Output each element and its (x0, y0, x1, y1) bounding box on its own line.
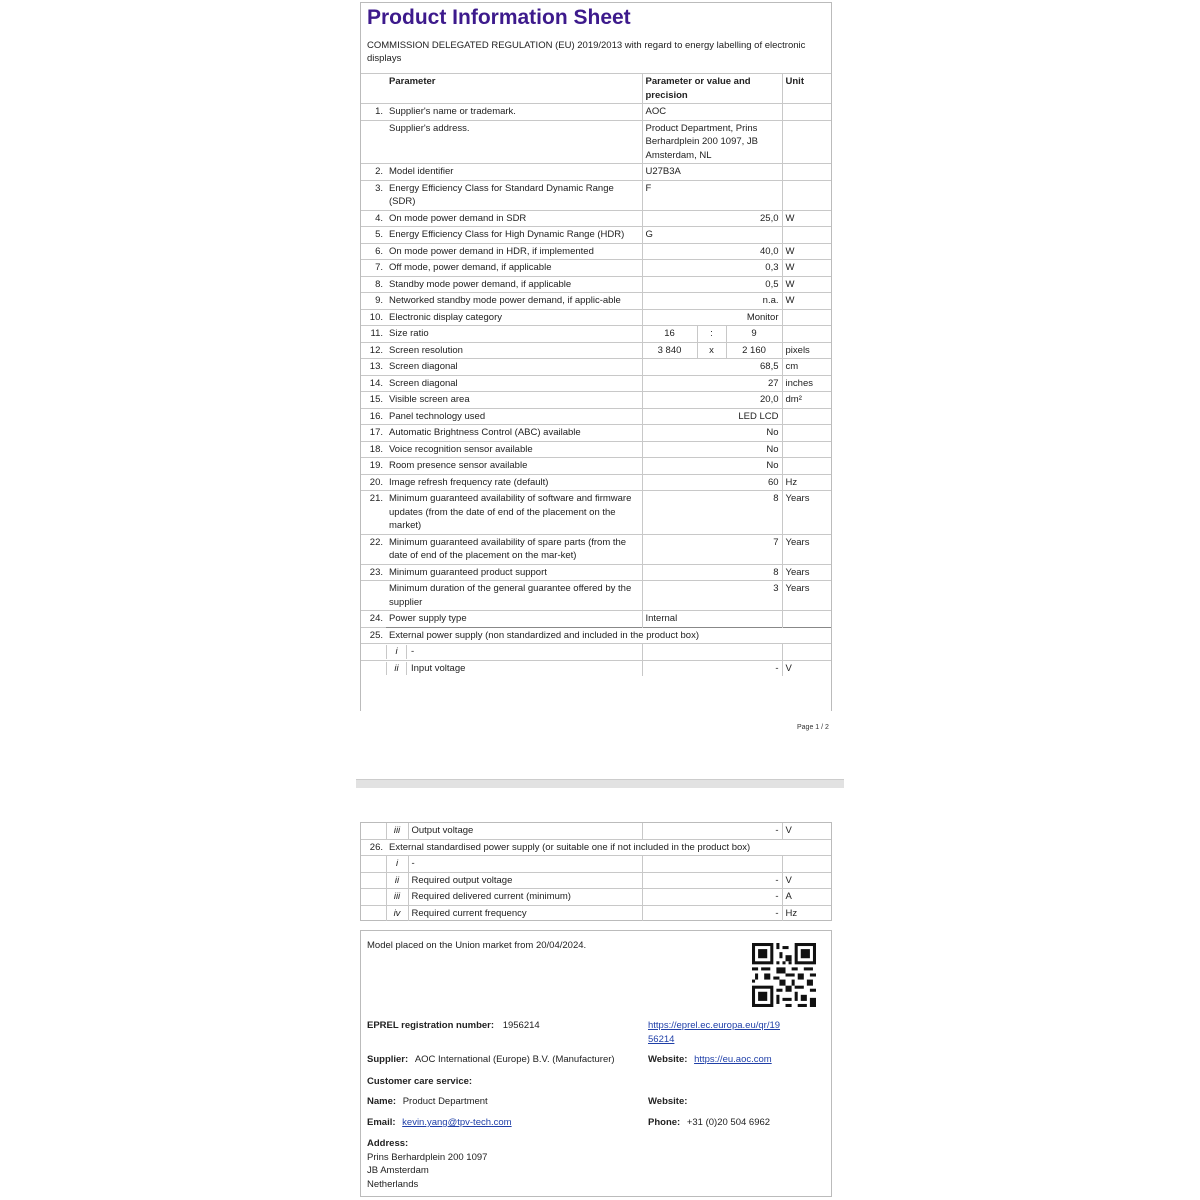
sub-row-unit: V (782, 872, 831, 889)
table-row (361, 441, 831, 458)
row-parameter: Standby mode power demand, if applicable (386, 276, 642, 293)
regulation-text: COMMISSION DELEGATED REGULATION (EU) 2019/2013 with regard to energy labelling of electronic displays (367, 40, 806, 64)
row-number: 1. (361, 104, 386, 121)
row-number (361, 856, 386, 873)
sub-row-value: - (642, 872, 782, 889)
row-number: 11. (361, 326, 386, 343)
row-number (361, 644, 386, 661)
email-link[interactable]: kevin.yang@tpv-tech.com (402, 1117, 512, 1128)
row-value: U27B3A (642, 164, 782, 181)
row-value: 27 (642, 375, 782, 392)
row-value-a: 3 840 (642, 342, 697, 359)
row-unit (782, 104, 831, 121)
sub-row (361, 872, 831, 889)
row-parameter: Minimum guaranteed availability of spare parts (from the date of end of the placement on the mar-ket) (386, 534, 642, 564)
row-unit (782, 458, 831, 475)
row-parameter: Electronic display category (386, 309, 642, 326)
sub-row-label: Required output voltage (408, 872, 642, 889)
sub-row (361, 856, 831, 873)
sub-row-roman: iv (386, 905, 408, 921)
sub-row-value: - (642, 660, 782, 676)
table-row (361, 425, 831, 442)
row-number (361, 889, 386, 906)
sub-row-roman: iii (386, 823, 408, 839)
row-parameter: On mode power demand in HDR, if implemented (386, 243, 642, 260)
row-value: 20,0 (642, 392, 782, 409)
row-unit: dm² (782, 392, 831, 409)
row-number: 25. (361, 627, 386, 644)
table-row (361, 491, 831, 535)
row-parameter: Voice recognition sensor available (386, 441, 642, 458)
sub-row-unit (782, 644, 831, 661)
row-unit (782, 408, 831, 425)
table-row (361, 227, 831, 244)
row-parameter: Off mode, power demand, if applicable (386, 260, 642, 277)
row-parameter: External standardised power supply (or suitable one if not included in the product box) (386, 839, 831, 856)
contact-name-row (367, 1095, 488, 1109)
name-value: Product Department (402, 1096, 488, 1107)
row-number (361, 581, 386, 611)
sub-row-value: - (642, 889, 782, 906)
table-row (361, 458, 831, 475)
page-divider (356, 779, 844, 788)
table-row (361, 210, 831, 227)
row-unit (782, 180, 831, 210)
table-row (361, 260, 831, 277)
supplier-info (360, 930, 832, 1197)
sub-row-label-cell (386, 660, 642, 676)
row-value: No (642, 425, 782, 442)
row-value: G (642, 227, 782, 244)
row-unit: inches (782, 375, 831, 392)
address-block (367, 1137, 487, 1191)
phone-row (648, 1116, 770, 1130)
sub-row (361, 644, 831, 661)
sub-row-label-cell (386, 644, 642, 661)
row-parameter: Minimum duration of the general guarantee offered by the supplier (386, 581, 642, 611)
row-number: 18. (361, 441, 386, 458)
sub-row-value (642, 644, 782, 661)
row-parameter: Minimum guaranteed product support (386, 564, 642, 581)
row-value: 3 (642, 581, 782, 611)
row-number: 10. (361, 309, 386, 326)
header-unit: Unit (782, 74, 831, 104)
phone-value: +31 (0)20 504 6962 (686, 1117, 771, 1128)
header-parameter: Parameter (386, 74, 642, 104)
sub-row-roman: ii (386, 662, 407, 676)
row-number: 26. (361, 839, 386, 856)
row-unit (782, 309, 831, 326)
row-value: LED LCD (642, 408, 782, 425)
row-unit: Years (782, 491, 831, 535)
row-number: 22. (361, 534, 386, 564)
table-row (361, 309, 831, 326)
address-label: Address: (367, 1138, 409, 1149)
row-number: 17. (361, 425, 386, 442)
table-row (361, 839, 831, 856)
row-unit (782, 326, 831, 343)
table-row (361, 474, 831, 491)
parameter-table (361, 73, 831, 676)
row-unit: W (782, 210, 831, 227)
supplier-label: Supplier: (367, 1054, 409, 1065)
page-1 (360, 2, 832, 711)
eprel-url-line-1[interactable]: https://eprel.ec.europa.eu/qr/19 (648, 1020, 781, 1031)
row-value: Product Department, Prins Berhardplein 200 1097, JB Amsterdam, NL (642, 120, 782, 164)
row-value: 0,3 (642, 260, 782, 277)
sub-row-value: - (642, 823, 782, 839)
row-parameter: Screen resolution (386, 342, 642, 359)
email-label: Email: (367, 1117, 396, 1128)
table-row (361, 164, 831, 181)
eprel-registration (367, 1019, 540, 1033)
row-unit: pixels (782, 342, 831, 359)
row-unit: Years (782, 534, 831, 564)
row-value: 40,0 (642, 243, 782, 260)
eprel-number: 1956214 (502, 1020, 540, 1031)
table-row (361, 104, 831, 121)
table-row (361, 534, 831, 564)
row-value-b: 9 (726, 326, 782, 343)
supplier-value: AOC International (Europe) B.V. (Manufacturer) (414, 1054, 615, 1065)
table-row (361, 564, 831, 581)
row-number: 20. (361, 474, 386, 491)
row-unit: Years (782, 564, 831, 581)
row-unit (782, 164, 831, 181)
row-number: 21. (361, 491, 386, 535)
row-unit (782, 441, 831, 458)
row-number (361, 872, 386, 889)
row-number: 6. (361, 243, 386, 260)
row-unit (782, 227, 831, 244)
qr-code-icon[interactable] (752, 943, 816, 1007)
row-parameter: Energy Efficiency Class for High Dynamic Range (HDR) (386, 227, 642, 244)
sub-row-value: - (642, 905, 782, 921)
eprel-link[interactable] (648, 1019, 780, 1046)
row-value: n.a. (642, 293, 782, 310)
row-value-b: 2 160 (726, 342, 782, 359)
page-2 (360, 822, 832, 921)
row-unit (782, 425, 831, 442)
sub-row-label: - (408, 856, 642, 873)
sub-row-value (642, 856, 782, 873)
eprel-label: EPREL registration number: (367, 1020, 495, 1031)
row-number: 5. (361, 227, 386, 244)
table-row (361, 243, 831, 260)
supplier-row (367, 1053, 615, 1067)
row-parameter: Minimum guaranteed availability of software and firmware updates (from the date of end of the placement on the market) (386, 491, 642, 535)
power-supply-table (361, 823, 831, 921)
table-row (361, 611, 831, 628)
table-row (361, 326, 831, 343)
table-row (361, 276, 831, 293)
sub-row-roman: i (386, 645, 407, 659)
row-number: 15. (361, 392, 386, 409)
sub-row-label: Required current frequency (408, 905, 642, 921)
sub-row-roman: ii (386, 872, 408, 889)
row-parameter: Power supply type (386, 611, 642, 628)
sub-row-unit: V (782, 823, 831, 839)
row-parameter: Energy Efficiency Class for Standard Dynamic Range (SDR) (386, 180, 642, 210)
row-value: 68,5 (642, 359, 782, 376)
row-value-a: 16 (642, 326, 697, 343)
table-row (361, 342, 831, 359)
row-parameter: Visible screen area (386, 392, 642, 409)
sub-row (361, 889, 831, 906)
row-value: F (642, 180, 782, 210)
website-label: Website: (648, 1054, 688, 1065)
row-value: 8 (642, 491, 782, 535)
row-parameter: Screen diagonal (386, 359, 642, 376)
email-row (367, 1116, 512, 1130)
row-number: 2. (361, 164, 386, 181)
row-unit: W (782, 260, 831, 277)
row-parameter: Networked standby mode power demand, if applic-able (386, 293, 642, 310)
sub-row-label: Input voltage (411, 662, 466, 674)
row-value-separator: : (697, 326, 726, 343)
row-unit: W (782, 243, 831, 260)
row-number: 16. (361, 408, 386, 425)
row-value-separator: x (697, 342, 726, 359)
row-parameter: Screen diagonal (386, 375, 642, 392)
sub-row-roman: iii (386, 889, 408, 906)
address-line: Netherlands (367, 1178, 419, 1190)
market-date: Model placed on the Union market from 20/04/2024. (367, 940, 587, 951)
customer-care-heading: Customer care service: (367, 1076, 473, 1087)
table-row (361, 359, 831, 376)
row-unit: W (782, 276, 831, 293)
address-line: Prins Berhardplein 200 1097 (367, 1151, 488, 1163)
row-value: Monitor (642, 309, 782, 326)
sub-row (361, 905, 831, 921)
row-number: 8. (361, 276, 386, 293)
sub-row-unit: V (782, 660, 831, 676)
row-number: 7. (361, 260, 386, 277)
row-unit: cm (782, 359, 831, 376)
row-value: 7 (642, 534, 782, 564)
row-number: 9. (361, 293, 386, 310)
row-parameter: Supplier's name or trademark. (386, 104, 642, 121)
row-number: 24. (361, 611, 386, 628)
row-parameter: Model identifier (386, 164, 642, 181)
row-parameter: External power supply (non standardized and included in the product box) (386, 627, 831, 644)
row-number (361, 823, 386, 839)
sub-row-label: Required delivered current (minimum) (408, 889, 642, 906)
row-number: 14. (361, 375, 386, 392)
eprel-url-line-2[interactable]: 56214 (648, 1033, 675, 1045)
row-value: 8 (642, 564, 782, 581)
row-number: 4. (361, 210, 386, 227)
row-parameter: Panel technology used (386, 408, 642, 425)
sub-row (361, 823, 831, 839)
table-row (361, 581, 831, 611)
table-row (361, 392, 831, 409)
row-unit: Hz (782, 474, 831, 491)
row-value: 60 (642, 474, 782, 491)
website2-label: Website: (648, 1096, 688, 1107)
row-number (361, 120, 386, 164)
row-number: 12. (361, 342, 386, 359)
sub-row (361, 660, 831, 676)
table-row (361, 375, 831, 392)
table-row (361, 180, 831, 210)
row-number: 13. (361, 359, 386, 376)
sub-row-unit (782, 856, 831, 873)
table-row (361, 627, 831, 644)
row-parameter: Size ratio (386, 326, 642, 343)
page-title: Product Information Sheet (367, 6, 631, 29)
row-value: No (642, 458, 782, 475)
table-row (361, 120, 831, 164)
row-parameter: Room presence sensor available (386, 458, 642, 475)
row-parameter: Supplier's address. (386, 120, 642, 164)
sub-row-label: Output voltage (408, 823, 642, 839)
sub-row-unit: A (782, 889, 831, 906)
row-value: Internal (642, 611, 782, 628)
sub-row-unit: Hz (782, 905, 831, 921)
address-line: JB Amsterdam (367, 1165, 429, 1176)
row-number (361, 660, 386, 676)
row-value: AOC (642, 104, 782, 121)
website-link[interactable]: https://eu.aoc.com (694, 1054, 772, 1065)
row-unit: Years (782, 581, 831, 611)
row-parameter: Image refresh frequency rate (default) (386, 474, 642, 491)
row-number: 3. (361, 180, 386, 210)
table-row (361, 408, 831, 425)
row-value: 25,0 (642, 210, 782, 227)
row-number: 19. (361, 458, 386, 475)
table-header (361, 74, 831, 104)
sub-row-label: - (411, 646, 415, 657)
website-row (648, 1053, 772, 1067)
name-label: Name: (367, 1096, 397, 1107)
row-value: 0,5 (642, 276, 782, 293)
sub-row-roman: i (386, 856, 408, 873)
row-parameter: Automatic Brightness Control (ABC) available (386, 425, 642, 442)
table-row (361, 293, 831, 310)
header-value: Parameter or value and precision (642, 74, 782, 104)
row-number (361, 905, 386, 921)
row-value: No (642, 441, 782, 458)
row-unit: W (782, 293, 831, 310)
phone-label: Phone: (648, 1117, 681, 1128)
row-parameter: On mode power demand in SDR (386, 210, 642, 227)
row-number: 23. (361, 564, 386, 581)
page-number: Page 1 / 2 (797, 724, 829, 731)
row-unit (782, 611, 831, 628)
row-unit (782, 120, 831, 164)
